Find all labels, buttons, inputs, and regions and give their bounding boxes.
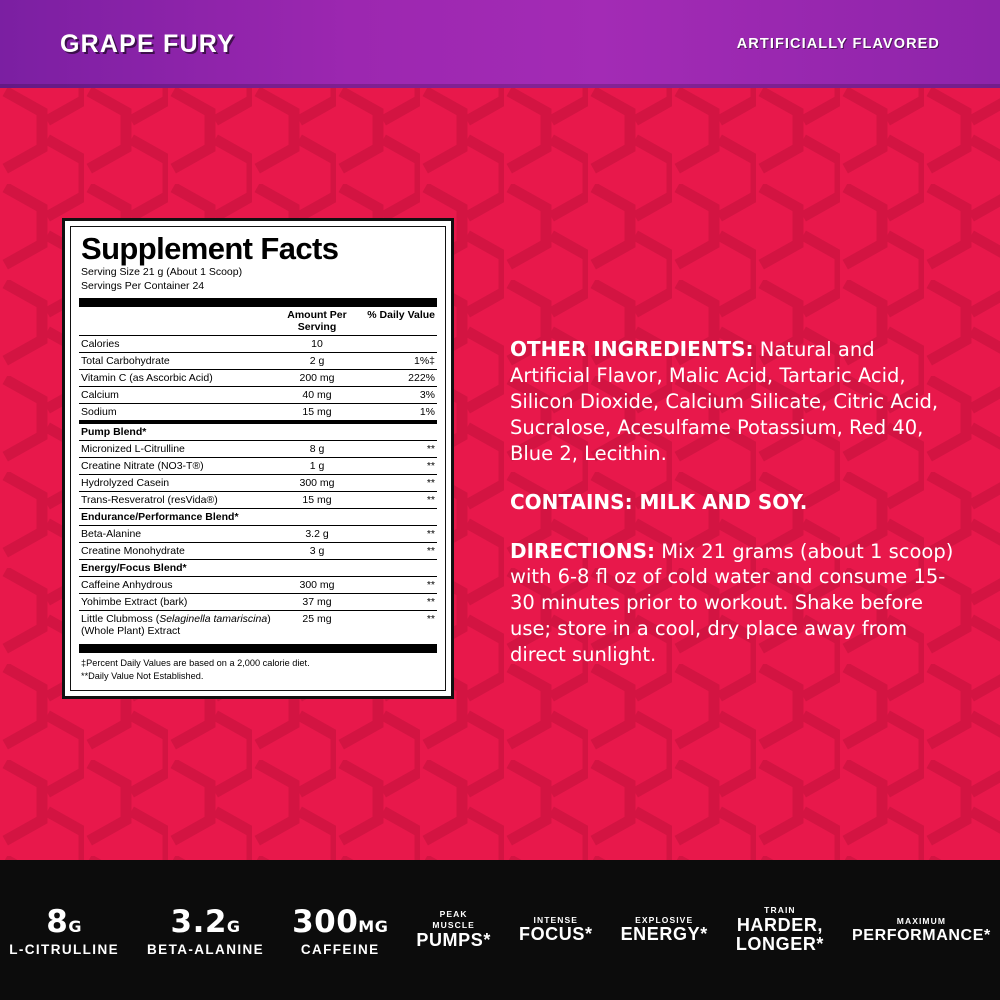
supplement-facts-title: Supplement Facts — [81, 231, 339, 266]
col-daily-value: % Daily Value — [367, 309, 435, 322]
badge-main-text: PERFORMANCE* — [852, 926, 991, 944]
badge-value: 3.2 — [170, 903, 227, 940]
other-ingredients-label: OTHER INGREDIENTS: — [510, 337, 754, 361]
table-row: Hydrolyzed Casein 300 mg ** — [79, 475, 437, 492]
table-row: Little Clubmoss (Selaginella tamariscina) (Whole Plant) Extract 25 mg ** — [79, 611, 437, 640]
table-row: Trans-Resveratrol (resVida®) 15 mg ** — [79, 492, 437, 509]
badge-value: 8 — [46, 903, 69, 940]
flavor-name: GRAPE FURY — [60, 29, 235, 58]
blend-header-pump: Pump Blend* — [81, 426, 147, 439]
divider-thick-bottom — [79, 644, 437, 653]
table-row: Creatine Nitrate (NO3-T®) 1 g ** — [79, 458, 437, 475]
badge-top-text: EXPLOSIVE — [635, 914, 694, 925]
directions-label: DIRECTIONS: — [510, 538, 656, 563]
badge-label: L-CITRULLINE — [9, 941, 120, 957]
contains-allergens: CONTAINS: MILK AND SOY. — [510, 489, 808, 514]
badge-top-text: PEAK MUSCLE — [432, 909, 475, 931]
footnote-dv-not-established: **Daily Value Not Established. — [81, 670, 204, 681]
badge-beta-alanine — [133, 904, 278, 957]
badge-main-text: HARDER, LONGER* — [735, 914, 825, 955]
badge-value: 300 — [292, 903, 359, 940]
badge-peak-muscle-pumps — [402, 909, 505, 950]
table-row: Creatine Monohydrate 3 g ** — [79, 543, 437, 560]
supplement-facts-table — [79, 307, 437, 420]
badge-explosive-energy — [607, 915, 722, 945]
pump-blend-table — [79, 424, 437, 639]
badge-unit: G — [226, 916, 241, 936]
badge-top-text: MAXIMUM — [896, 915, 947, 926]
serving-size: Serving Size 21 g (About 1 Scoop) — [81, 266, 243, 279]
blend-header-energy: Energy/Focus Blend* — [79, 560, 437, 577]
badge-label: BETA-ALANINE — [147, 941, 265, 957]
badge-main-text: FOCUS* — [518, 924, 593, 945]
badge-top-text: INTENSE — [533, 914, 579, 925]
benefits-bar — [0, 860, 1000, 1000]
other-ingredients-paragraph — [510, 336, 960, 467]
badge-caffeine — [278, 904, 402, 957]
badge-top-text: TRAIN — [764, 904, 796, 915]
other-ingredients-text: Natural and Artificial Flavor, Malic Acid, Tartaric Acid, Silicon Dioxide, Calcium Silicate, Citric Acid, Sucralose, Acesulfame Potassium, Red 40, Blue 2, Lecithin. — [510, 338, 939, 465]
table-row: Total Carbohydrate 2 g 1%‡ — [79, 353, 437, 370]
directions-text: Mix 21 grams (about 1 scoop) with 6-8 fl oz of cold water and consume 15-30 minutes prior to workout. Shake before use; store in a cool, dry place away from direct sunlight. — [510, 539, 954, 667]
table-row: Calories 10 — [79, 336, 437, 353]
badge-l-citrulline — [0, 904, 133, 957]
table-row: Calcium 40 mg 3% — [79, 387, 437, 404]
table-row: Vitamin C (as Ascorbic Acid) 200 mg 222% — [79, 370, 437, 387]
contains-paragraph — [510, 489, 960, 516]
table-row: Beta-Alanine 3.2 g ** — [79, 526, 437, 543]
info-text-column — [510, 336, 960, 690]
badge-unit: MG — [358, 916, 389, 936]
table-row: Caffeine Anhydrous 300 mg ** — [79, 577, 437, 594]
footnote-daily-values: ‡Percent Daily Values are based on a 2,000 calorie diet. — [81, 658, 310, 669]
servings-per-container: Servings Per Container 24 — [81, 279, 205, 292]
table-row: Micronized L-Citrulline 8 g ** — [79, 441, 437, 458]
badge-label: CAFFEINE — [300, 941, 380, 957]
table-row: Yohimbe Extract (bark) 37 mg ** — [79, 594, 437, 611]
badge-maximum-performance — [838, 916, 1000, 944]
product-body-panel — [0, 88, 1000, 860]
badge-train-harder-longer — [722, 905, 838, 955]
badge-unit: G — [68, 916, 82, 936]
artificially-flavored-label: ARTIFICIALLY FLAVORED — [736, 36, 940, 52]
badge-intense-focus — [505, 915, 607, 945]
badge-main-text: ENERGY* — [620, 924, 708, 945]
col-amount-per-serving: Amount Per Serving — [287, 309, 347, 334]
flavor-header-bar — [0, 0, 1000, 88]
table-row: Sodium 15 mg 1% — [79, 404, 437, 421]
badge-main-text: PUMPS* — [416, 929, 491, 950]
directions-paragraph — [510, 538, 960, 669]
divider-thick-top — [79, 298, 437, 307]
supplement-facts-panel — [62, 218, 454, 699]
clubmoss-name: Little Clubmoss (Selaginella tamariscina) (Whole Plant) Extract — [79, 611, 271, 640]
table-header-row — [79, 307, 437, 336]
blend-header-endurance: Endurance/Performance Blend* — [79, 509, 437, 526]
